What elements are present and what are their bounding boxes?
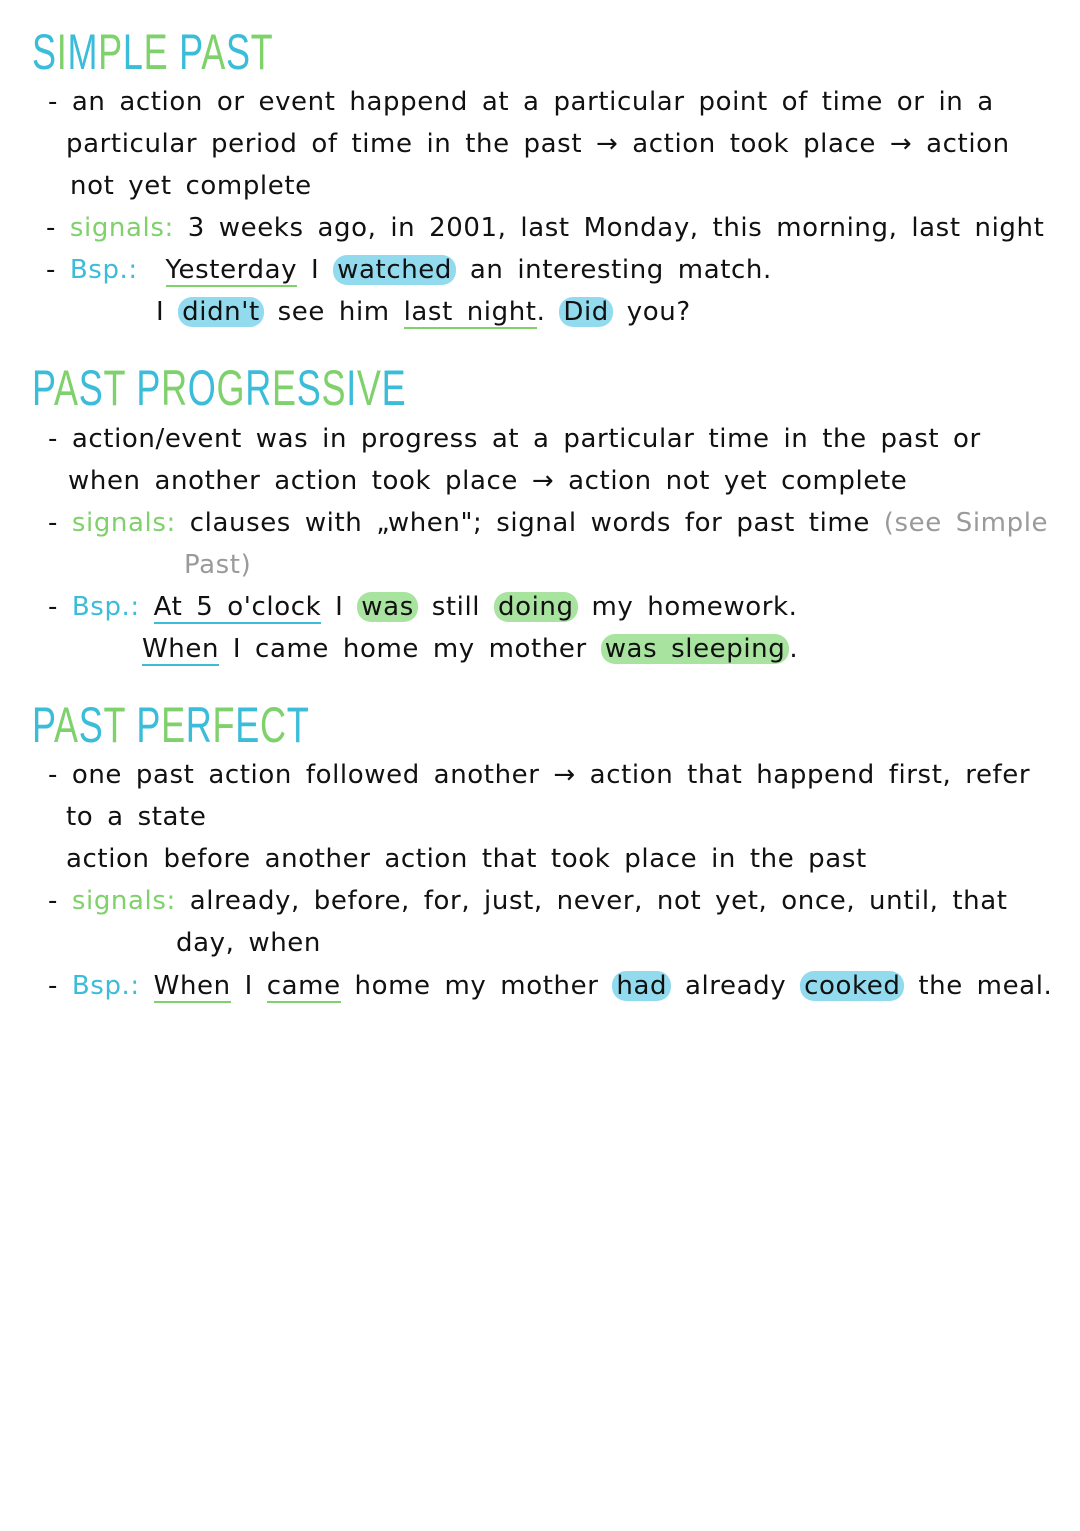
underlined-signal: When (153, 971, 231, 1001)
highlighted-verb: didn't (178, 297, 264, 327)
text-segment: I came home my mother (219, 634, 601, 664)
text-segment: I (230, 971, 267, 1001)
text-segment: still (417, 592, 494, 622)
text-segment: home my mother (340, 971, 613, 1001)
note-line (66, 124, 1010, 164)
text-segment: . (536, 297, 560, 327)
underlined-signal: When (142, 634, 220, 664)
text-segment: - (48, 971, 72, 1001)
highlighted-verb: Did (559, 297, 613, 327)
signals-label: signals: (71, 886, 176, 916)
text-segment: - (46, 213, 70, 243)
text-segment: already, before, for, just, never, not yet, once, until, that (175, 886, 1008, 916)
text-segment: particular period of time in the past → action took place → action (66, 129, 1010, 159)
highlighted-verb: was (357, 592, 418, 622)
signals-label: signals: (69, 213, 174, 243)
note-line (48, 503, 1048, 543)
text-segment (140, 971, 154, 1001)
text-segment: 3 weeks ago, in 2001, last Monday, this morning, last night (173, 213, 1045, 243)
text-segment: - action/event was in progress at a particular time in the past or (48, 424, 981, 454)
note-line (48, 419, 981, 459)
section-title: PAST PERFECT (32, 697, 310, 753)
text-segment: - (48, 508, 72, 538)
text-segment: - (48, 886, 72, 916)
underlined-signal: At 5 o'clock (153, 592, 322, 622)
text-segment: not yet complete (70, 171, 312, 201)
note-line (176, 923, 321, 963)
note-line (48, 82, 994, 122)
text-segment: day, when (176, 928, 321, 958)
text-segment: I (156, 297, 179, 327)
example-label: Bsp.: (71, 592, 140, 622)
note-line (68, 461, 907, 501)
text-segment: I (297, 255, 334, 285)
highlighted-verb: doing (494, 592, 578, 622)
highlighted-verb: had (612, 971, 671, 1001)
signals-label: signals: (71, 508, 176, 538)
text-segment: to a state (66, 802, 207, 832)
note-aside: (see Simple (883, 508, 1049, 538)
note-line (184, 545, 251, 585)
text-segment (140, 592, 154, 622)
text-segment: my homework. (577, 592, 798, 622)
text-segment (138, 255, 166, 285)
highlighted-verb: was sleeping (601, 634, 790, 664)
note-line (70, 166, 312, 206)
note-line (48, 755, 1030, 795)
example-label: Bsp.: (69, 255, 138, 285)
underlined-signal: last night (403, 297, 537, 327)
text-segment: - one past action followed another → action that happend first, refer (48, 760, 1031, 790)
note-line (48, 881, 1008, 921)
note-line (46, 250, 772, 290)
highlighted-verb: watched (333, 255, 456, 285)
text-segment: I (321, 592, 358, 622)
text-segment: you? (612, 297, 691, 327)
text-segment: see him (263, 297, 404, 327)
note-line (66, 839, 867, 879)
underlined-signal: Yesterday (165, 255, 298, 285)
example-label: Bsp.: (71, 971, 140, 1001)
text-segment: the meal. (904, 971, 1053, 1001)
section-title: SIMPLE PAST (32, 24, 274, 80)
text-segment: - (46, 255, 70, 285)
text-segment: . (789, 634, 799, 664)
note-line (48, 966, 1052, 1006)
text-segment: clauses with „when"; signal words for past time (175, 508, 884, 538)
text-segment: action before another action that took place in the past (66, 844, 867, 874)
note-line (66, 797, 206, 837)
text-segment: when another action took place → action not yet complete (68, 466, 908, 496)
note-line (46, 208, 1044, 248)
text-segment: an interesting match. (456, 255, 772, 285)
highlighted-verb: cooked (800, 971, 904, 1001)
underlined-signal: came (266, 971, 341, 1001)
section-title: PAST PROGRESSIVE (32, 360, 407, 416)
text-segment: already (671, 971, 801, 1001)
text-segment: - (48, 592, 72, 622)
note-aside: Past) (184, 550, 252, 580)
text-segment: - an action or event happend at a particular point of time or in a (48, 87, 994, 117)
note-line (156, 292, 691, 332)
note-line (142, 629, 798, 669)
note-line (48, 587, 798, 627)
